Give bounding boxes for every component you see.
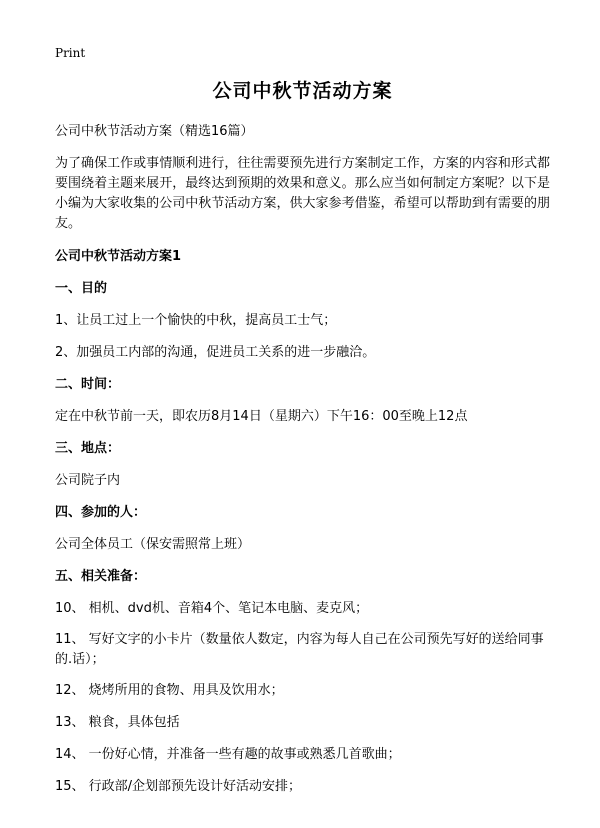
- prep-item: 15、 行政部/企划部预先设计好活动安排；: [55, 779, 302, 794]
- place-text: 公司院子内: [55, 473, 121, 488]
- document-body: [55, 78, 550, 796]
- print-link[interactable]: Print: [55, 46, 86, 60]
- prep-item: 10、 相机、dvd机、音箱4个、笔记本电脑、麦克风；: [55, 601, 369, 616]
- place-heading: 三、地点：: [55, 441, 121, 456]
- people-text: 公司全体员工（保安需照常上班）: [55, 537, 251, 552]
- prep-heading: 五、相关准备：: [55, 569, 147, 584]
- time-text: 定在中秋节前一天，即农历8月14日（星期六）下午16：00至晚上12点: [55, 409, 468, 424]
- goal-heading: 一、目的: [55, 281, 108, 296]
- document-title: 公司中秋节活动方案: [212, 80, 393, 102]
- goal-item: 2、加强员工内部的沟通，促进员工关系的进一步融洽。: [55, 345, 376, 360]
- prep-item: 12、 烧烤所用的食物、用具及饮用水；: [55, 683, 284, 698]
- intro-paragraph: 为了确保工作或事情顺利进行，往往需要预先进行方案制定工作，方案的内容和形式都要围绕着主题来展开，最终达到预期的效果和意义。那么应当如何制定方案呢？以下是小编为大家收集的公司中秋节活动方案，供大家参考借鉴，希望可以帮助到有需要的朋友。: [55, 156, 550, 231]
- people-heading: 四、参加的人：: [55, 505, 147, 520]
- document-subtitle: 公司中秋节活动方案（精选16篇）: [55, 124, 254, 139]
- goal-item: 1、让员工过上一个愉快的中秋，提高员工士气；: [55, 313, 337, 328]
- prep-item: 13、 粮食，具体包括: [55, 715, 180, 730]
- plan-heading: 公司中秋节活动方案1: [55, 249, 182, 264]
- prep-item: 14、 一份好心情，并准备一些有趣的故事或熟悉几首歌曲；: [55, 747, 401, 762]
- time-heading: 二、时间：: [55, 377, 121, 392]
- prep-item: 11、 写好文字的小卡片（数量依人数定，内容为每人自己在公司预先写好的送给同事的.话）；: [55, 632, 544, 667]
